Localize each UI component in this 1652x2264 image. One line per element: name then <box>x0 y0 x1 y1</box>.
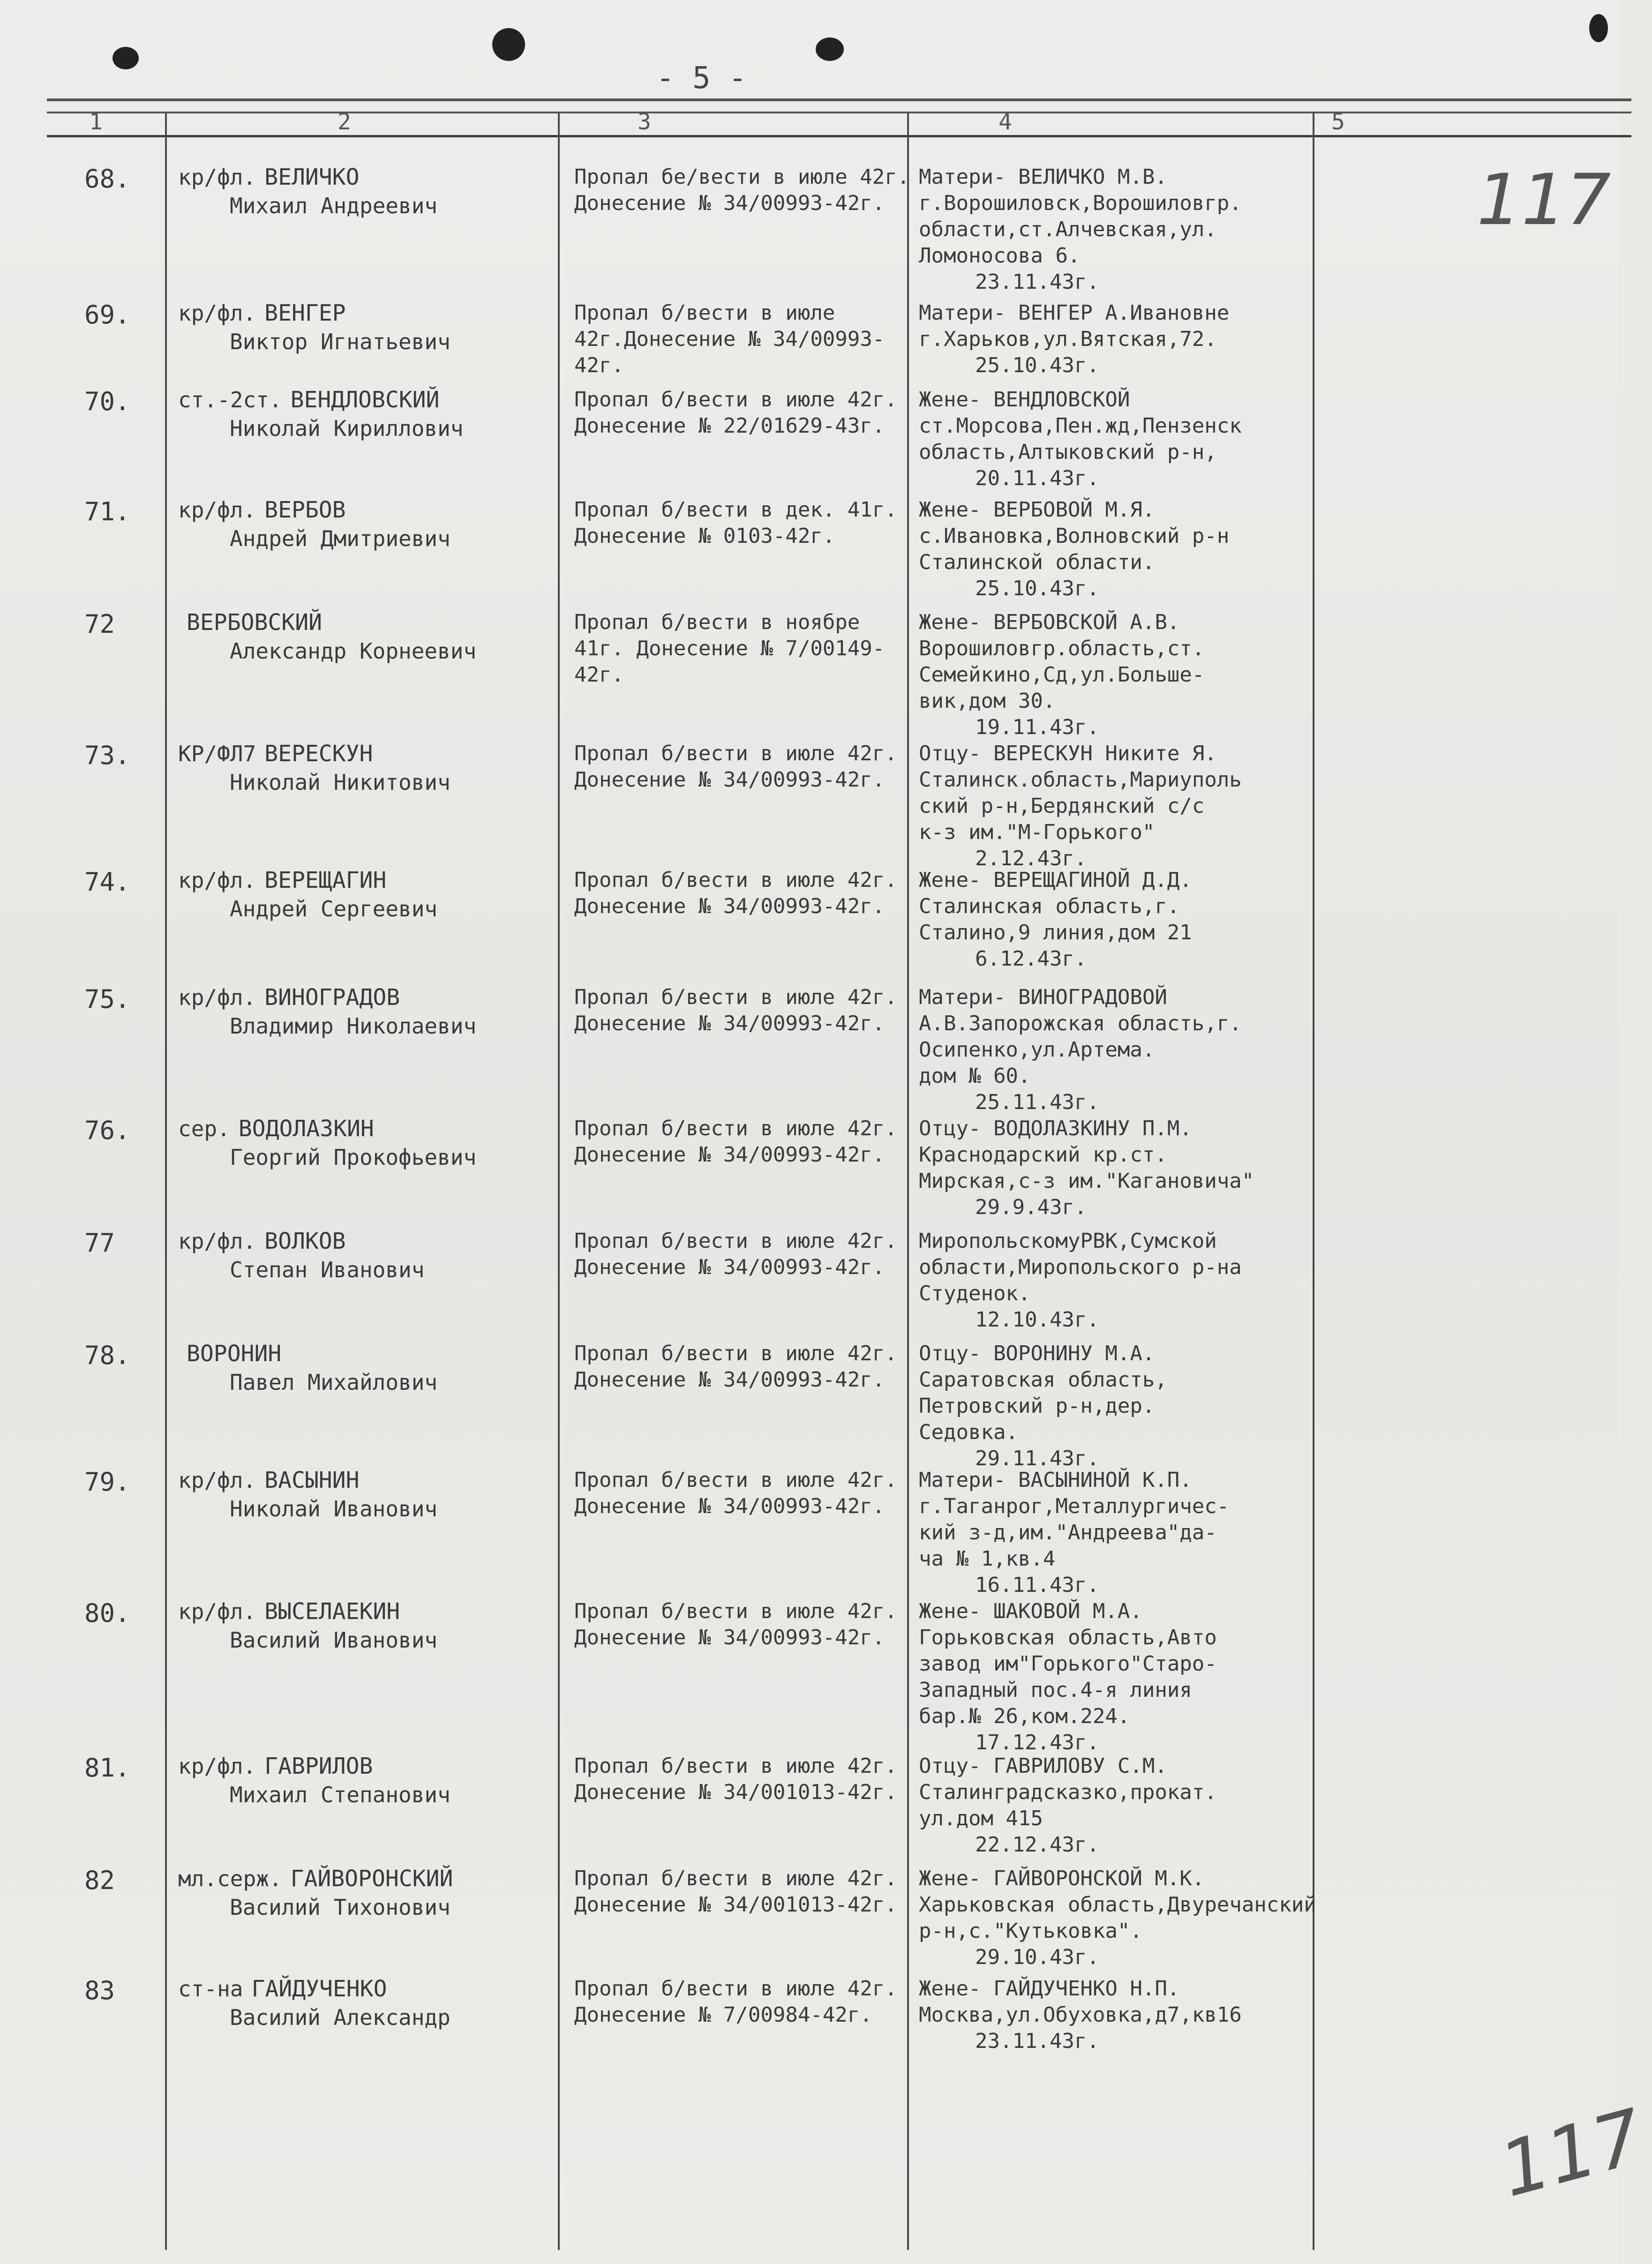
given-name: Андрей Дмитриевич <box>230 526 451 551</box>
relative-address <box>919 1753 1364 1858</box>
soldier-name <box>178 300 553 354</box>
rank: кр/фл. <box>178 985 256 1010</box>
row-number: 76. <box>84 1116 130 1145</box>
column-number: 1 <box>89 109 103 135</box>
soldier-name <box>178 1753 553 1807</box>
surname: ВЫСЕЛАЕКИН <box>264 1598 400 1625</box>
relative-text: Отцу- ГАВРИЛОВУ С.М. Сталинградсказко,прокат. ул.дом 415 <box>919 1754 1217 1830</box>
record-date: 22.12.43г. <box>975 1833 1099 1857</box>
row-number: 77 <box>84 1228 115 1258</box>
surname: ВЕРЕСКУН <box>264 741 373 767</box>
column-number: 3 <box>638 109 651 135</box>
soldier-name <box>178 1228 553 1282</box>
given-name: Владимир Николаевич <box>230 1013 477 1039</box>
status-text: Пропал б/вести в июле 42г. Донесение № 34/00993-42г. <box>574 1117 897 1167</box>
row-number: 74. <box>84 867 130 897</box>
row-number: 79. <box>84 1467 130 1497</box>
surname: ВЕРБОВСКИЙ <box>187 609 322 636</box>
rank: кр/фл. <box>178 1754 256 1779</box>
given-name: Андрей Сергеевич <box>230 896 438 922</box>
surname: ВЕЛИЧКО <box>264 164 360 190</box>
given-name: Василий Иванович <box>230 1627 438 1653</box>
relative-text: Жене- ВЕРЕЩАГИНОЙ Д.Д. Сталинская область,г. Сталино,9 линия,дом 21 <box>919 868 1192 945</box>
ink-blot <box>113 47 139 69</box>
relative-address <box>919 1228 1364 1333</box>
given-name: Георгий Прокофьевич <box>230 1145 477 1170</box>
status-text: Пропал б/вести в июле 42г. Донесение № 34/001013-42г. <box>574 1867 897 1917</box>
relative-text: Жене- ГАЙВОРОНСКОЙ М.К. Харьковская область,Двуречанский р-н,с."Кутьковка". <box>919 1867 1316 1943</box>
surname: ВОЛКОВ <box>264 1228 346 1254</box>
soldier-name <box>178 1467 553 1522</box>
column-number: 5 <box>1331 109 1345 135</box>
status-text: Пропал б/вести в июле 42г. Донесение № 7/00984-42г. <box>574 1977 897 2027</box>
row-number: 83 <box>84 1976 115 2005</box>
relative-address <box>919 1866 1364 1971</box>
rank: кр/фл. <box>178 300 256 326</box>
rank: кр/фл. <box>178 165 256 190</box>
rank: ст-на <box>178 1976 243 2002</box>
soldier-name <box>178 1866 553 1920</box>
record-date: 12.10.43г. <box>975 1308 1099 1332</box>
status-text: Пропал б/вести в июле 42г. Донесение № 34/00993-42г. <box>574 1229 897 1279</box>
surname: ГАЙДУЧЕНКО <box>251 1976 387 2002</box>
relative-text: Жене- ШАКОВОЙ М.А. Горьковская область,Авто завод им"Горького"Старо- Западный пос.4-я линия бар.№ 26,ком.224. <box>919 1599 1217 1728</box>
given-name: Николай Никитович <box>230 770 451 795</box>
relative-text: Отцу- ВЕРЕСКУН Никите Я. Сталинск.область,Мариуполь ский р-н,Бердянский с/с к-з им."М-Горького" <box>919 742 1242 844</box>
soldier-name <box>178 1976 553 2030</box>
given-name: Александр Корнеевич <box>230 638 477 664</box>
rank: кр/фл. <box>178 868 256 893</box>
given-name: Василий Александр <box>230 2005 451 2030</box>
pencil-annotation: 117 <box>1477 159 1611 241</box>
status-text: Пропал б/вести в ноябре 41г. Донесение № 7/00149-42г. <box>574 610 885 687</box>
row-number: 69. <box>84 300 130 330</box>
relative-address <box>919 387 1364 492</box>
relative-text: Отцу- ВОРОНИНУ М.А. Саратовская область, Петровский р-н,дер. Седовка. <box>919 1342 1167 1444</box>
rank: кр/фл. <box>178 1229 256 1254</box>
record-date: 29.11.43г. <box>975 1447 1099 1470</box>
surname: ВЕРЕЩАГИН <box>264 867 387 893</box>
relative-text: Жене- ВЕНДЛОВСКОЙ ст.Морсова,Пен.жд,Пензенск область,Алтыковский р-н, <box>919 388 1242 464</box>
record-date: 16.11.43г. <box>975 1573 1099 1597</box>
surname: ВАСЫНИН <box>264 1467 360 1493</box>
given-name: Николай Иванович <box>230 1496 438 1522</box>
row-number: 68. <box>84 164 130 194</box>
rank: ст.-2ст. <box>178 387 282 412</box>
surname: ВИНОГРАДОВ <box>264 984 400 1011</box>
record-date: 17.12.43г. <box>975 1731 1099 1754</box>
status-text: Пропал б/вести в июле 42г. Донесение № 34/00993-42г. <box>574 1342 897 1392</box>
soldier-name <box>178 741 553 795</box>
surname: ВОДОЛАЗКИН <box>238 1116 374 1142</box>
record-date: 20.11.43г. <box>975 466 1099 490</box>
rank: сер. <box>178 1116 230 1141</box>
surname: ВЕНГЕР <box>264 300 346 326</box>
row-number: 75. <box>84 984 130 1014</box>
rank: мл.серж. <box>178 1866 282 1891</box>
soldier-name <box>178 984 553 1039</box>
relative-address <box>919 1598 1364 1756</box>
record-date: 2.12.43г. <box>975 847 1087 870</box>
relative-text: Жене- ГАЙДУЧЕНКО Н.П. Москва,ул.Обуховка,д7,кв16 <box>919 1977 1242 2027</box>
relative-text: Матери- ВЕНГЕР А.Ивановне г.Харьков,ул.Вятская,72. <box>919 301 1230 351</box>
relative-address <box>919 164 1364 295</box>
row-number: 81. <box>84 1753 130 1783</box>
status-text: Пропал бе/вести в июле 42г. Донесение № 34/00993-42г. <box>574 165 910 215</box>
record-date: 25.10.43г. <box>975 353 1099 377</box>
relative-address <box>919 741 1364 872</box>
header-rule <box>47 98 1631 101</box>
status-text: Пропал б/вести в июле 42г. Донесение № 34/00993-42г. <box>574 868 897 918</box>
soldier-name <box>178 497 553 551</box>
soldier-name <box>178 1116 553 1170</box>
ink-blot <box>816 37 844 61</box>
surname: ВОРОНИН <box>187 1341 282 1367</box>
relative-address <box>919 1467 1364 1598</box>
relative-text: Матери- ВИНОГРАДОВОЙ А.В.Запорожская область,г. Осипенко,ул.Артема. дом № 60. <box>919 985 1242 1088</box>
status-text: Пропал б/вести в июле 42г. Донесение № 34/00993-42г. <box>574 742 897 792</box>
relative-text: Жене- ВЕРБОВОЙ М.Я. с.Ивановка,Волновский р-н Сталинской области. <box>919 498 1230 574</box>
status-text: Пропал б/вести в июле 42г. Донесение № 22/01629-43г. <box>574 388 897 438</box>
soldier-name <box>178 609 553 664</box>
given-name: Михаил Андреевич <box>230 193 438 218</box>
row-number: 71. <box>84 497 130 526</box>
row-number: 72 <box>84 609 115 639</box>
relative-address <box>919 497 1364 602</box>
column-divider <box>558 112 560 2250</box>
relative-address <box>919 1976 1364 2054</box>
relative-text: Отцу- ВОДОЛАЗКИНУ П.М. Краснодарский кр.ст. Мирская,с-з им."Кагановича" <box>919 1117 1254 1193</box>
status-text: Пропал б/вести в июле 42г. Донесение № 34/00993-42г. <box>574 1599 897 1649</box>
surname: ГАЙВОРОНСКИЙ <box>290 1866 453 1892</box>
column-number: 4 <box>999 109 1012 135</box>
surname: ВЕНДЛОВСКИЙ <box>290 387 440 413</box>
record-date: 23.11.43г. <box>975 2029 1099 2053</box>
record-date: 19.11.43г. <box>975 715 1099 739</box>
row-number: 82 <box>84 1866 115 1895</box>
status-text: Пропал б/вести в июле 42г.Донесение № 34/00993-42г. <box>574 301 885 377</box>
relative-address <box>919 1116 1364 1221</box>
record-date: 25.11.43г. <box>975 1090 1099 1114</box>
status-text: Пропал б/вести в июле 42г. Донесение № 34/001013-42г. <box>574 1754 897 1804</box>
status-text: Пропал б/вести в июле 42г. Донесение № 34/00993-42г. <box>574 1468 897 1518</box>
relative-address <box>919 1341 1364 1472</box>
given-name: Василий Тихонович <box>230 1895 451 1920</box>
column-number: 2 <box>338 109 351 135</box>
rank: КР/ФЛ7 <box>178 741 256 766</box>
record-date: 29.10.43г. <box>975 1945 1099 1969</box>
row-number: 73. <box>84 741 130 770</box>
record-date: 29.9.43г. <box>975 1195 1087 1219</box>
header-rule <box>47 112 1631 113</box>
column-divider <box>165 112 167 2250</box>
record-date: 6.12.43г. <box>975 947 1087 971</box>
rank: кр/фл. <box>178 1468 256 1493</box>
relative-address <box>919 609 1364 741</box>
header-rule <box>47 135 1631 137</box>
given-name: Виктор Игнатьевич <box>230 329 451 354</box>
soldier-name <box>178 387 553 441</box>
relative-text: Матери- ВАСЫНИНОЙ К.П. г.Таганрог,Металлургичес- кий з-д,им."Андреева"да- ча № 1,кв.4 <box>919 1468 1230 1571</box>
ink-blot <box>492 28 525 61</box>
relative-address <box>919 300 1364 379</box>
rank: кр/фл. <box>178 497 256 523</box>
relative-address <box>919 984 1364 1116</box>
status-text: Пропал б/вести в дек. 41г. Донесение № 0103-42г. <box>574 498 897 548</box>
record-date: 25.10.43г. <box>975 577 1099 600</box>
surname: ГАВРИЛОВ <box>264 1753 373 1779</box>
soldier-name <box>178 1341 553 1395</box>
given-name: Павел Михайлович <box>230 1370 438 1395</box>
page-number: - 5 - <box>656 61 747 96</box>
given-name: Михаил Степанович <box>230 1782 451 1807</box>
row-number: 70. <box>84 387 130 416</box>
relative-text: МиропольскомуРВК,Сумской области,Миропольского р-на Студенок. <box>919 1229 1242 1305</box>
row-number: 80. <box>84 1598 130 1628</box>
soldier-name <box>178 867 553 922</box>
soldier-name <box>178 164 553 218</box>
relative-text: Жене- ВЕРБОВСКОЙ А.В. Ворошиловгр.область,ст. Семейкино,Сд,ул.Больше- вик,дом 30. <box>919 610 1205 713</box>
status-text: Пропал б/вести в июле 42г. Донесение № 34/00993-42г. <box>574 985 897 1035</box>
relative-address <box>919 867 1364 972</box>
given-name: Николай Кириллович <box>230 416 464 441</box>
row-number: 78. <box>84 1341 130 1370</box>
given-name: Степан Иванович <box>230 1257 425 1282</box>
soldier-name <box>178 1598 553 1653</box>
record-date: 23.11.43г. <box>975 270 1099 294</box>
rank: кр/фл. <box>178 1599 256 1624</box>
ink-blot <box>1589 14 1608 42</box>
pencil-annotation: 117 <box>1491 2092 1652 2214</box>
relative-text: Матери- ВЕЛИЧКО М.В. г.Ворошиловск,Ворошиловгр. области,ст.Алчевская,ул. Ломоносова 6. <box>919 165 1242 268</box>
surname: ВЕРБОВ <box>264 497 346 523</box>
